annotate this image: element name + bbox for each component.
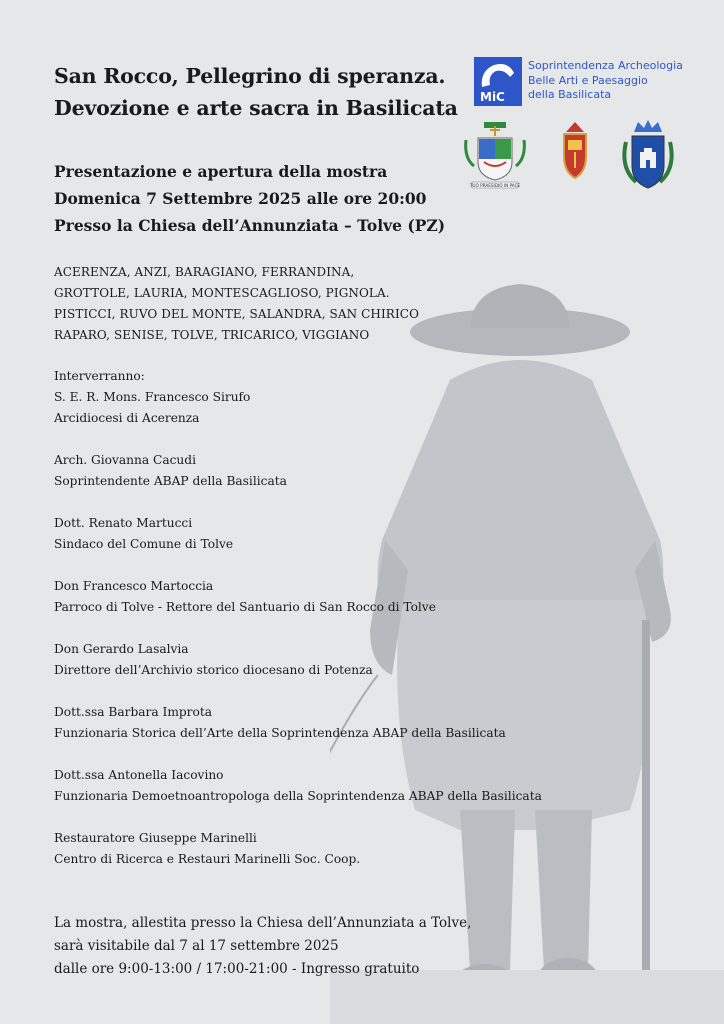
speaker-name: Dott.ssa Barbara Improta (54, 705, 213, 719)
speaker-name: Don Gerardo Lasalvia (54, 642, 189, 656)
exhibition-info (54, 912, 471, 981)
speaker-role: Soprintendente ABAP della Basilicata (54, 474, 287, 488)
soprintendenza-label (528, 59, 683, 103)
speaker-role: Parroco di Tolve - Rettore del Santuario di San Rocco di Tolve (54, 600, 436, 614)
archdiocese-crest-icon (462, 118, 528, 190)
speaker-entry (54, 513, 524, 555)
speaker-name: Don Francesco Martoccia (54, 579, 214, 593)
towns-line-2: GROTTOLE, LAURIA, MONTESCAGLIOSO, PIGNOLA. (54, 286, 390, 300)
speaker-name: S. E. R. Mons. Francesco Sirufo (54, 390, 251, 404)
speaker-entry (54, 450, 524, 492)
leg-right (535, 810, 592, 970)
speaker-role: Funzionaria Storica dell’Arte della Soprintendenza ABAP della Basilicata (54, 726, 506, 740)
speaker-entry (54, 639, 524, 681)
speaker-role: Direttore dell’Archivio storico diocesano di Potenza (54, 663, 373, 677)
event-date: Domenica 7 Settembre 2025 alle ore 20:00 (54, 189, 427, 208)
speaker-entry (54, 576, 524, 618)
speaker-entry (54, 702, 524, 744)
event-presentation: Presentazione e apertura della mostra (54, 162, 388, 181)
title-line-1: San Rocco, Pellegrino di speranza. (54, 64, 446, 88)
exhibition-line-2: sarà visitabile dal 7 al 17 settembre 2025 (54, 938, 339, 954)
speaker-role: Arcidiocesi di Acerenza (54, 411, 200, 425)
speaker-entry (54, 828, 524, 870)
crest-motto: TUO PRAESIDIO IN PACE (469, 183, 521, 188)
org-line-2: Belle Arti e Paesaggio (528, 73, 648, 87)
mic-logo-text: MiC (480, 90, 505, 104)
speaker-entry (54, 366, 524, 429)
exhibition-line-1: La mostra, allestita presso la Chiesa dell’Annunziata a Tolve, (54, 915, 472, 931)
title-line-2: Devozione e arte sacra in Basilicata (54, 96, 458, 120)
towns-list (54, 262, 419, 346)
municipal-crest-icon (618, 118, 678, 196)
event-location: Presso la Chiesa dell’Annunziata – Tolve (PZ) (54, 216, 446, 235)
speaker-name: Dott.ssa Antonella Iacovino (54, 768, 224, 782)
walking-staff (642, 620, 650, 980)
speaker-role: Centro di Ricerca e Restauri Marinelli Soc. Coop. (54, 852, 361, 866)
speaker-role: Funzionaria Demoetnoantropologa della Soprintendenza ABAP della Basilicata (54, 789, 542, 803)
towns-line-3: PISTICCI, RUVO DEL MONTE, SALANDRA, SAN CHIRICO (54, 307, 420, 321)
mic-logo (474, 57, 522, 106)
speaker-name: Arch. Giovanna Cacudi (54, 453, 196, 467)
org-line-1: Soprintendenza Archeologia (528, 59, 683, 72)
page-title (54, 60, 458, 124)
speaker-entry (54, 765, 542, 807)
speaker-name: Restauratore Giuseppe Marinelli (54, 831, 257, 845)
event-details (54, 158, 445, 239)
speakers-heading: Interverranno: (54, 369, 145, 383)
hat-crown (470, 284, 570, 328)
speaker-role: Sindaco del Comune di Tolve (54, 537, 234, 551)
heraldic-shield-crest-icon (554, 118, 596, 190)
crests-row (458, 118, 688, 198)
exhibition-line-3: dalle ore 9:00-13:00 / 17:00-21:00 - Ingresso gratuito (54, 961, 420, 977)
speaker-name: Dott. Renato Martucci (54, 516, 193, 530)
towns-line-4: RAPARO, SENISE, TOLVE, TRICARICO, VIGGIANO (54, 328, 370, 342)
towns-line-1: ACERENZA, ANZI, BARAGIANO, FERRANDINA, (54, 265, 355, 279)
speakers-section (54, 366, 542, 870)
org-line-3: della Basilicata (528, 88, 612, 101)
